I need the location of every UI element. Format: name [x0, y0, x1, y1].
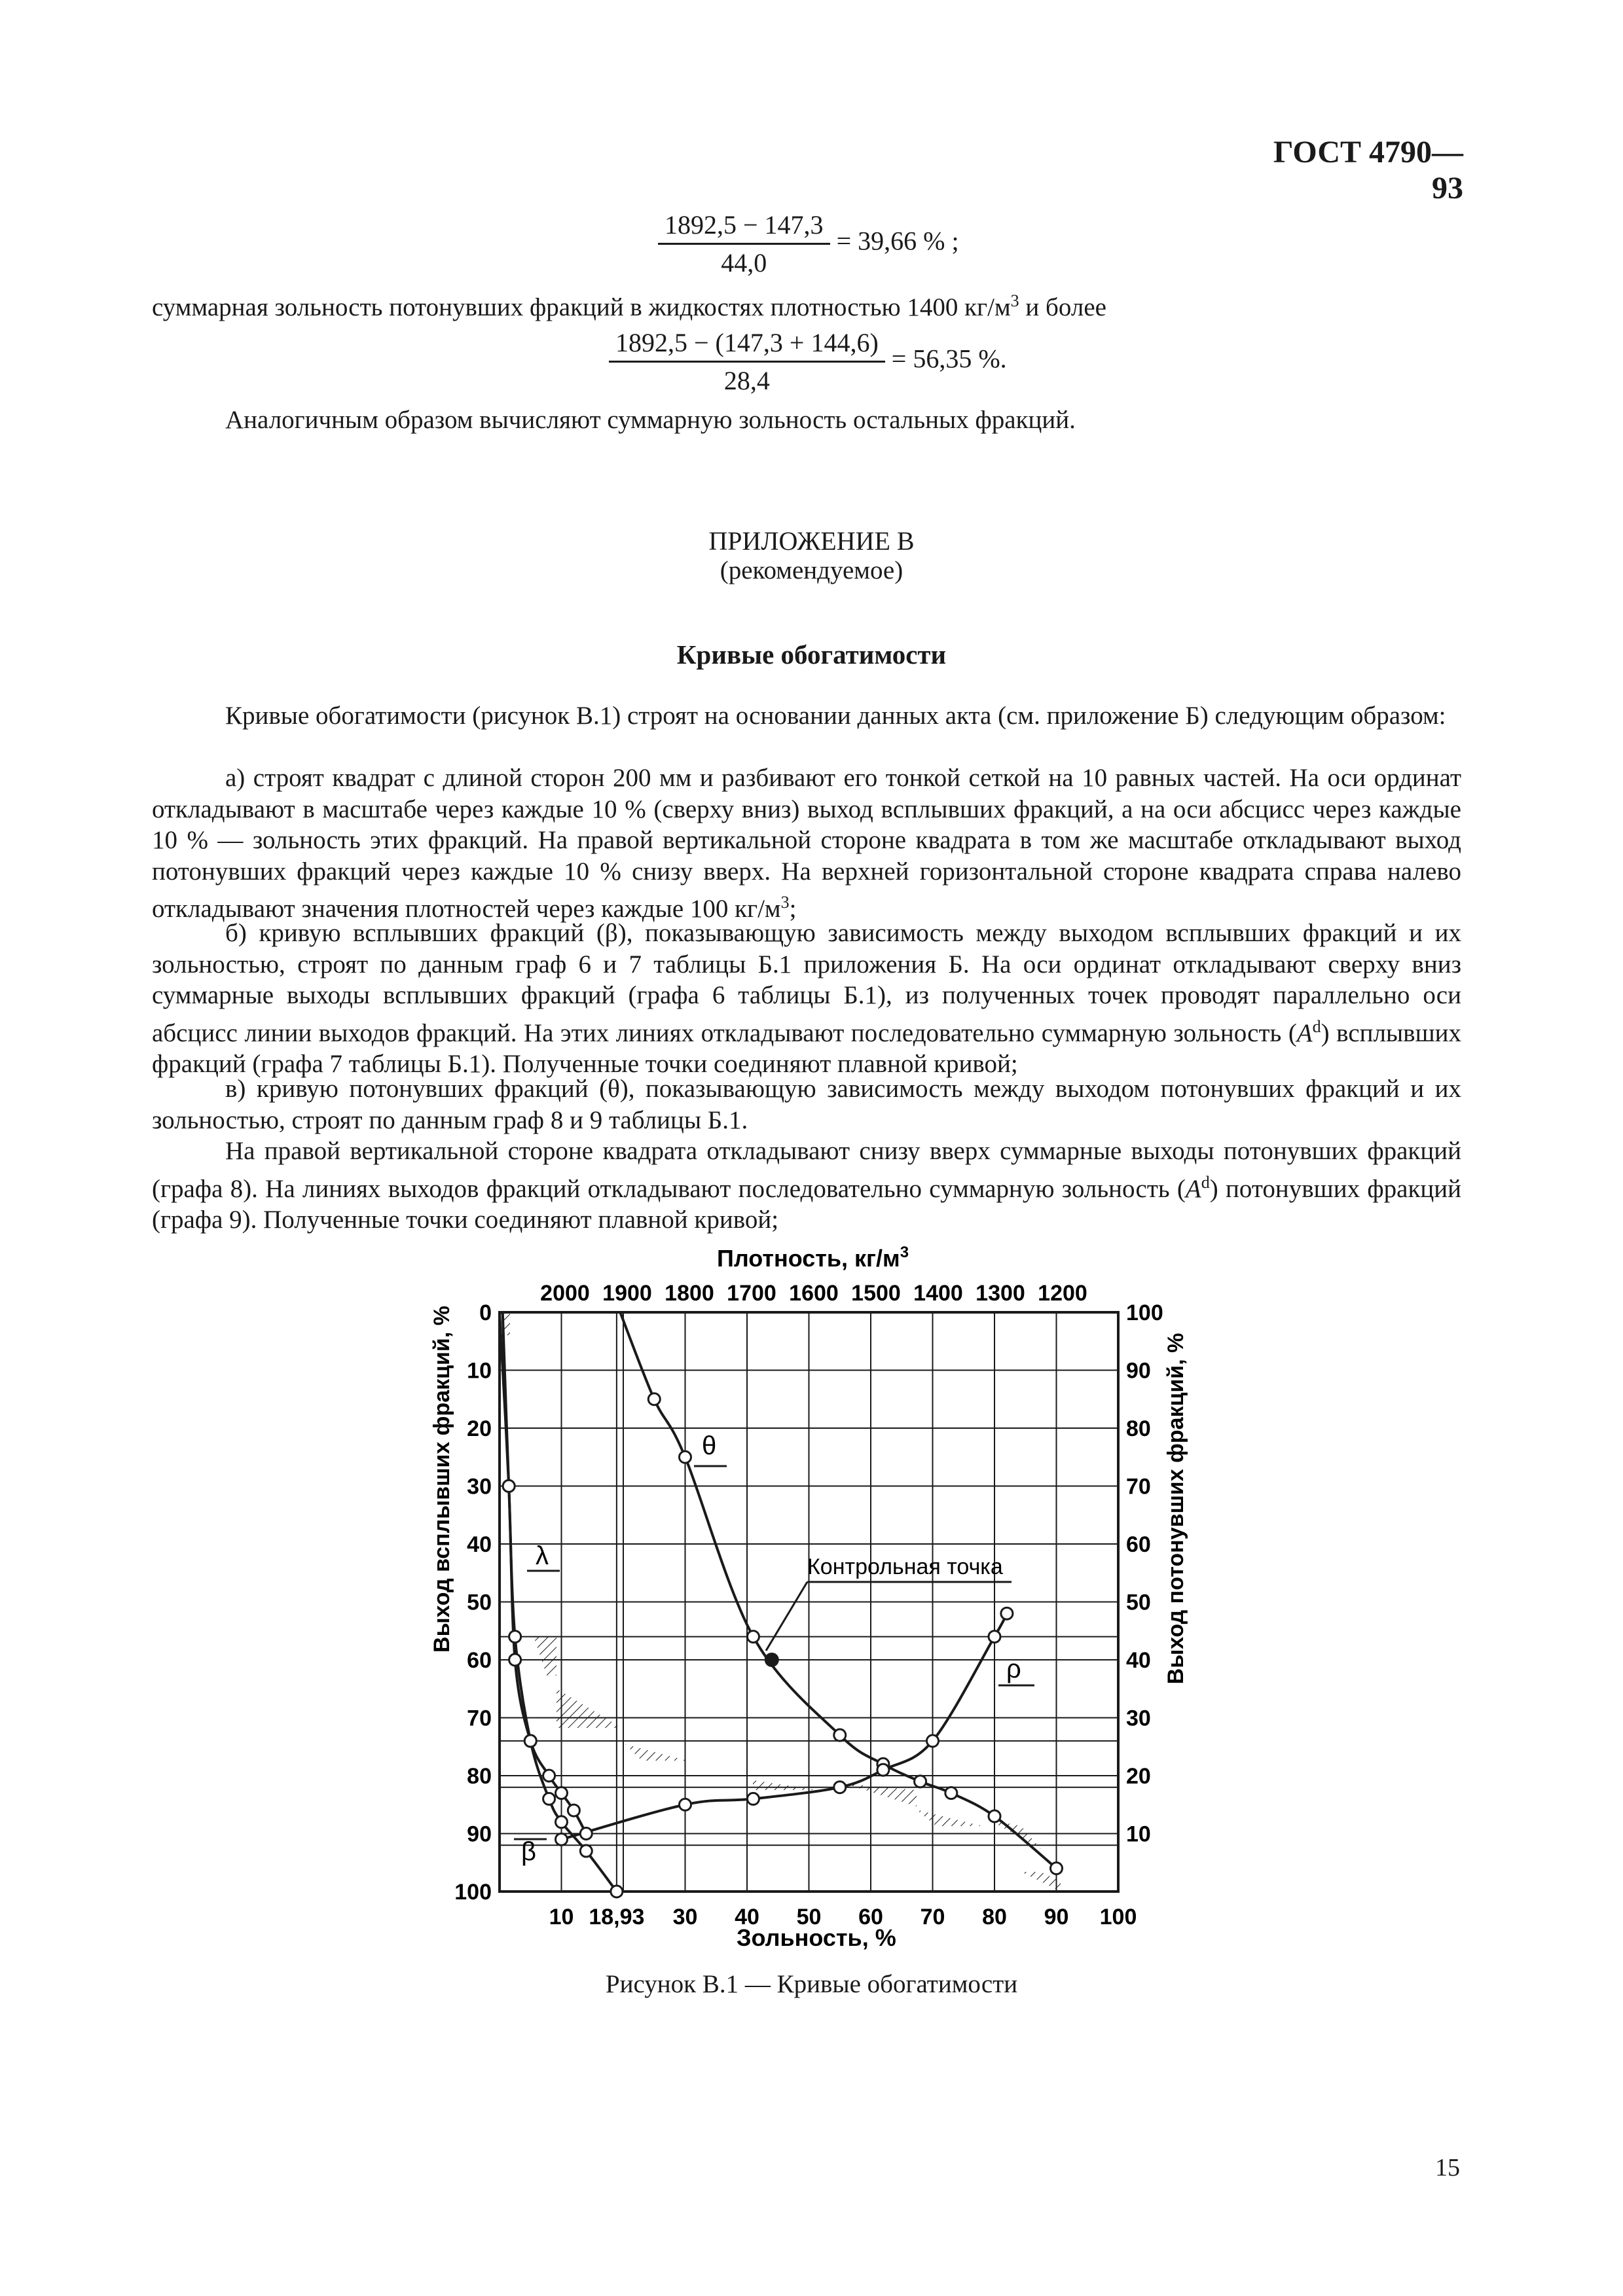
- paragraph-d-ash-symbol: A: [1185, 1174, 1201, 1203]
- sink-ash-text: суммарная зольность потонувших фракций в жидкостях плотностью 1400 кг/м: [152, 293, 1011, 321]
- left-tick-label: 30: [467, 1474, 492, 1499]
- data-point-λ: [580, 1828, 592, 1840]
- right-tick-label: 40: [1126, 1648, 1151, 1673]
- x-axis-title: Зольность, %: [737, 1924, 896, 1951]
- data-point-θ: [945, 1787, 957, 1799]
- x-tick-label: 80: [982, 1905, 1007, 1929]
- formula-2-result: = 56,35 %.: [891, 344, 1007, 374]
- section-heading: Кривые обогатимости: [676, 639, 947, 670]
- top-tick-label: 1700: [727, 1281, 776, 1306]
- right-tick-label: 100: [1126, 1300, 1163, 1325]
- x-tick-label: 70: [920, 1905, 945, 1929]
- x-tick-label: 50: [796, 1905, 822, 1929]
- left-tick-label: 90: [467, 1821, 492, 1847]
- paragraph-c: в) кривую потонувших фракций (θ), показывающую зависимость между выходом потонувших фракций и их зольностью, строят по данным граф 8 и 9 таблицы Б.1.: [152, 1075, 1461, 1134]
- formula-2-denominator: 28,4: [723, 366, 770, 395]
- paragraph-a-end: ;: [789, 895, 797, 923]
- formula-2-numerator: 1892,5 − (147,3 + 144,6): [609, 327, 885, 363]
- top-tick-label: 1600: [789, 1281, 839, 1306]
- data-point-θ: [1051, 1863, 1063, 1874]
- right-tick-label: 20: [1126, 1764, 1151, 1789]
- right-tick-label: 10: [1126, 1821, 1151, 1847]
- data-point-ρ: [1001, 1607, 1013, 1619]
- right-axis-title: Выход потонувших фракций, %: [1163, 1333, 1188, 1685]
- control-point-leader: [766, 1582, 807, 1651]
- left-tick-label: 10: [467, 1358, 492, 1384]
- x-tick-label: 60: [858, 1905, 883, 1929]
- appendix-title: ПРИЛОЖЕНИЕ В: [708, 526, 915, 556]
- paragraph-b-text1: б) кривую всплывших фракций (β), показывающую зависимость между выходом всплывших фракций и их зольностью, строят по данным граф 6 и 7 таблицы Б.1 приложения Б. На оси ординат откладывают сверху вниз суммарные выходы всплывших фракций (графа 6 таблицы Б.1), из полученных точек проводят параллельно оси абсцисс линии выходов фракций. На этих линиях откладывают последовательно суммарную зольность (: [152, 919, 1461, 1047]
- left-tick-label: 70: [467, 1706, 492, 1731]
- data-point-β: [580, 1845, 592, 1857]
- right-tick-label: 30: [1126, 1706, 1151, 1731]
- data-point-ρ: [556, 1833, 568, 1845]
- data-point-θ: [680, 1451, 691, 1463]
- top-tick-label: 1900: [602, 1281, 652, 1306]
- hatch-4: [625, 1744, 687, 1761]
- data-point-β: [556, 1816, 568, 1828]
- hatch-2: [534, 1636, 556, 1676]
- left-tick-label: 80: [467, 1764, 492, 1789]
- paragraph-d-sup: d: [1201, 1172, 1210, 1192]
- data-point-ρ: [927, 1735, 939, 1747]
- appendix-subtitle: (рекомендуемое): [720, 556, 903, 584]
- right-tick-label: 50: [1126, 1590, 1151, 1615]
- chart-grid: [500, 1312, 1118, 1892]
- figure-caption: Рисунок В.1 — Кривые обогатимости: [605, 1970, 1018, 1998]
- paragraph-d-text1: На правой вертикальной стороне квадрата откладывают снизу вверх суммарные выходы потонувших фракций (графа 8). На линиях выходов фракций откладывают последовательно суммарную зольность (: [152, 1137, 1461, 1203]
- data-point-λ: [503, 1480, 515, 1492]
- formula-1-denominator: 44,0: [721, 248, 767, 278]
- x-tick-label: 18,93: [589, 1905, 645, 1929]
- series-line-λ: [500, 1312, 586, 1834]
- control-point-label: Контрольная точка: [807, 1554, 1003, 1579]
- paragraph-d-text2: ) потонувших фракций (графа 9). Полученные точки соединяют плавной кривой;: [152, 1174, 1461, 1234]
- data-point-λ: [568, 1804, 579, 1816]
- left-tick-label: 0: [479, 1300, 492, 1325]
- right-tick-label: 70: [1126, 1474, 1151, 1499]
- top-tick-label: 1800: [665, 1281, 714, 1306]
- right-tick-label: 80: [1126, 1416, 1151, 1441]
- x-tick-label: 10: [549, 1905, 574, 1929]
- analog-line: Аналогичным образом вычисляют суммарную зольность остальных фракций.: [225, 406, 1076, 434]
- x-tick-label: 30: [672, 1905, 698, 1929]
- paragraph-a-text: а) строят квадрат с длиной сторон 200 мм и разбивают его тонкой сеткой на 10 равных частей. На оси ординат откладывают в масштабе через каждые 10 % (сверху вниз) выход всплывших фракций, а на оси абсцисс через каждые 10 % — зольность этих фракций. На правой вертикальной стороне квадрата в том же масштабе откладывают выход потонувших фракций через каждые 10 % снизу вверх. На верхней горизонтальной стороне квадрата справа налево откладывают значения плотностей через каждые 100 кг/м: [152, 764, 1461, 923]
- top-tick-label: 1200: [1038, 1281, 1087, 1306]
- data-point-ρ: [680, 1799, 691, 1810]
- x-tick-label: 90: [1044, 1905, 1069, 1929]
- series-line-ρ: [562, 1613, 1007, 1839]
- series-label-lambda: λ: [536, 1541, 549, 1570]
- left-tick-label: 50: [467, 1590, 492, 1615]
- series-points: [503, 1393, 1062, 1897]
- paragraph-a-sup: 3: [780, 893, 790, 912]
- x-tick-label: 100: [1099, 1905, 1137, 1929]
- sink-ash-sup: 3: [1010, 291, 1019, 310]
- right-axis-labels: [1126, 1300, 1163, 1847]
- x-tick-label: 40: [735, 1905, 759, 1929]
- left-axis-labels: [454, 1300, 492, 1905]
- top-tick-label: 1500: [851, 1281, 901, 1306]
- formula-1-numerator: 1892,5 − 147,3: [658, 209, 830, 245]
- series-label-beta: β: [521, 1837, 537, 1866]
- left-tick-label: 40: [467, 1532, 492, 1557]
- paragraph-b-text2: ) всплывших фракций (графа 7 таблицы Б.1). Полученные точки соединяют плавной кривой;: [152, 1018, 1461, 1078]
- paragraph-b-sup: d: [1312, 1016, 1321, 1036]
- top-axis-labels: [540, 1281, 1087, 1306]
- control-point-marker: [765, 1653, 778, 1666]
- data-point-β: [611, 1886, 623, 1897]
- left-tick-label: 60: [467, 1648, 492, 1673]
- paragraph-intro: Кривые обогатимости (рисунок В.1) строят на основании данных акта (см. приложение Б) следующим образом:: [225, 702, 1446, 730]
- data-point-θ: [648, 1393, 660, 1405]
- data-point-λ: [524, 1735, 536, 1747]
- left-tick-label: 100: [454, 1880, 492, 1905]
- data-point-θ: [989, 1810, 1000, 1822]
- data-point-θ: [747, 1631, 759, 1643]
- data-point-θ: [915, 1776, 926, 1787]
- series-label-theta: θ: [702, 1431, 717, 1460]
- page-number: 15: [1435, 2154, 1460, 2181]
- series-label-rho: ρ: [1006, 1655, 1021, 1683]
- sink-ash-text-end: и более: [1019, 293, 1106, 321]
- document-id: ГОСТ 4790—93: [1273, 135, 1463, 206]
- right-tick-label: 60: [1126, 1532, 1151, 1557]
- data-point-λ: [556, 1787, 568, 1799]
- formula-1-result: = 39,66 % ;: [836, 226, 959, 256]
- data-point-β: [543, 1793, 555, 1804]
- data-point-ρ: [989, 1631, 1000, 1643]
- top-tick-label: 1300: [976, 1281, 1025, 1306]
- data-point-ρ: [834, 1782, 846, 1793]
- data-point-θ: [834, 1729, 846, 1741]
- data-point-ρ: [877, 1764, 889, 1776]
- left-tick-label: 20: [467, 1416, 492, 1441]
- top-tick-label: 2000: [540, 1281, 590, 1306]
- right-tick-label: 90: [1126, 1358, 1151, 1384]
- top-tick-label: 1400: [913, 1281, 963, 1306]
- data-point-β: [509, 1631, 521, 1643]
- left-axis-title: Выход всплывших фракций, %: [429, 1306, 454, 1653]
- hatch-7: [917, 1810, 982, 1826]
- data-point-λ: [509, 1654, 521, 1666]
- hatch-3: [556, 1689, 622, 1728]
- paragraph-b-ash-symbol: A: [1296, 1018, 1313, 1047]
- top-axis-title: Плотность, $кг/м^3$: [717, 1244, 909, 1272]
- data-point-λ: [543, 1770, 555, 1782]
- data-point-ρ: [747, 1793, 759, 1804]
